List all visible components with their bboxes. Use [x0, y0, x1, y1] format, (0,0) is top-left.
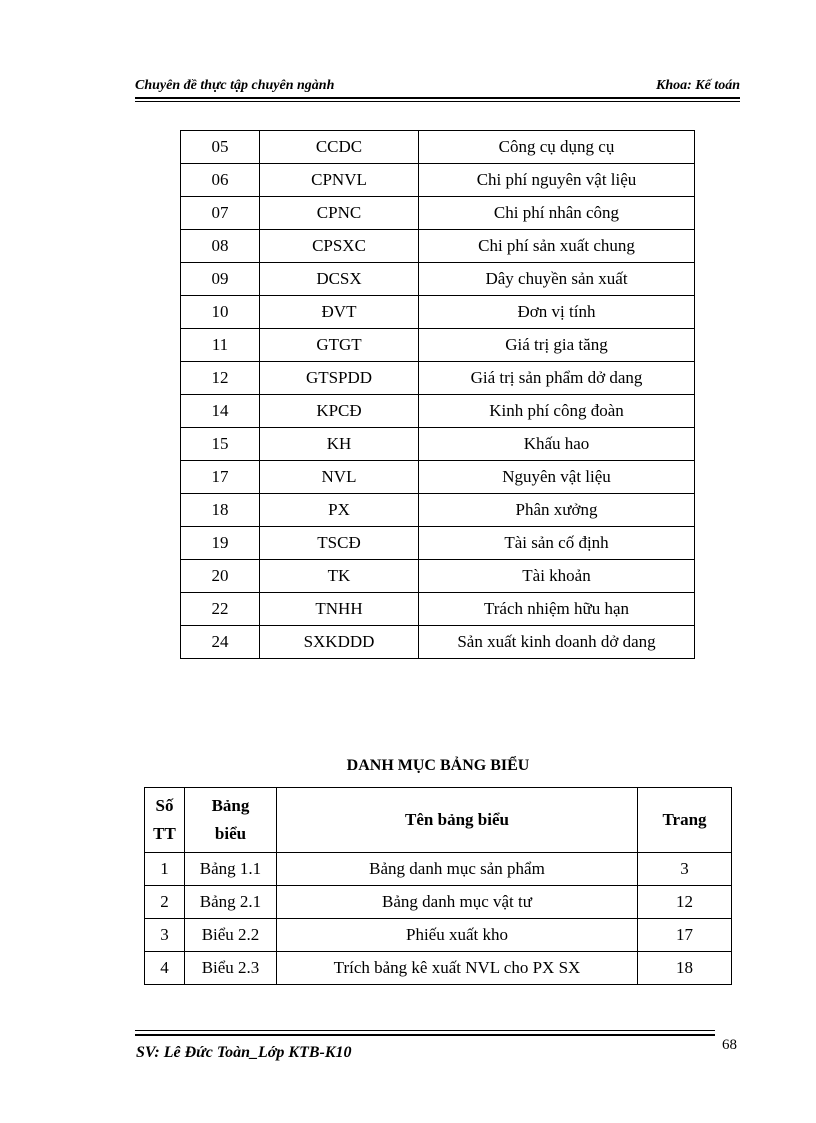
lot-no: 4 — [145, 952, 185, 985]
abbr-no: 11 — [181, 329, 260, 362]
abbr-code: NVL — [260, 461, 419, 494]
abbr-code: KH — [260, 428, 419, 461]
abbr-meaning: Khấu hao — [419, 428, 695, 461]
lot-table-id: Bảng 2.1 — [185, 886, 277, 919]
table-row — [181, 164, 695, 197]
lot-name: Bảng danh mục vật tư — [277, 886, 638, 919]
lot-name: Phiếu xuất kho — [277, 919, 638, 952]
abbr-code: CPSXC — [260, 230, 419, 263]
abbr-code: CPNVL — [260, 164, 419, 197]
abbr-no: 06 — [181, 164, 260, 197]
table-row — [145, 919, 732, 952]
abbr-code: DCSX — [260, 263, 419, 296]
header-left-title: Chuyên đề thực tập chuyên ngành — [135, 78, 335, 93]
abbr-meaning: Sản xuất kinh doanh dở dang — [419, 626, 695, 659]
abbr-meaning: Dây chuyền sản xuất — [419, 263, 695, 296]
lot-page: 3 — [638, 853, 732, 886]
footer-student: SV: Lê Đức Toàn_Lớp KTB-K10 — [136, 1044, 352, 1061]
list-of-tables — [144, 787, 732, 985]
table-row — [181, 527, 695, 560]
abbr-code: TK — [260, 560, 419, 593]
abbr-code: KPCĐ — [260, 395, 419, 428]
table-row — [181, 263, 695, 296]
header-rule — [135, 97, 740, 99]
table-row — [181, 329, 695, 362]
abbr-meaning: Giá trị sản phẩm dở dang — [419, 362, 695, 395]
abbr-code: GTGT — [260, 329, 419, 362]
abbr-meaning: Chi phí nhân công — [419, 197, 695, 230]
abbr-no: 18 — [181, 494, 260, 527]
abbr-meaning: Chi phí nguyên vật liệu — [419, 164, 695, 197]
abbr-no: 24 — [181, 626, 260, 659]
lot-no: 3 — [145, 919, 185, 952]
abbr-no: 19 — [181, 527, 260, 560]
lot-table-id: Biểu 2.2 — [185, 919, 277, 952]
lot-page: 12 — [638, 886, 732, 919]
abbr-code: CCDC — [260, 131, 419, 164]
table-row — [181, 428, 695, 461]
abbr-no: 08 — [181, 230, 260, 263]
header-table-line2: biểu — [214, 824, 247, 843]
lot-page: 18 — [638, 952, 732, 985]
abbr-no: 15 — [181, 428, 260, 461]
lot-no: 2 — [145, 886, 185, 919]
list-of-tables-title: DANH MỤC BẢNG BIỂU — [346, 757, 530, 774]
page-header — [135, 76, 740, 98]
table-row — [181, 593, 695, 626]
header-no-line1: Số — [155, 796, 174, 815]
abbr-no: 17 — [181, 461, 260, 494]
table-row — [181, 230, 695, 263]
abbr-code: GTSPDD — [260, 362, 419, 395]
abbr-meaning: Đơn vị tính — [419, 296, 695, 329]
header-no — [145, 788, 185, 853]
header-name: Tên bảng biểu — [277, 788, 638, 853]
abbr-no: 10 — [181, 296, 260, 329]
table-row — [181, 626, 695, 659]
header-table — [185, 788, 277, 853]
abbr-no: 09 — [181, 263, 260, 296]
header-rule — [135, 101, 740, 102]
table-row — [181, 461, 695, 494]
lot-table-id: Bảng 1.1 — [185, 853, 277, 886]
abbr-no: 14 — [181, 395, 260, 428]
table-row — [145, 853, 732, 886]
footer-rule — [135, 1034, 715, 1036]
abbr-code: PX — [260, 494, 419, 527]
page-number: 68 — [722, 1037, 737, 1053]
abbr-no: 20 — [181, 560, 260, 593]
abbr-code: CPNC — [260, 197, 419, 230]
table-row — [181, 395, 695, 428]
footer-rule — [135, 1030, 715, 1031]
abbr-meaning: Công cụ dụng cụ — [419, 131, 695, 164]
abbr-meaning: Kinh phí công đoàn — [419, 395, 695, 428]
lot-name: Trích bảng kê xuất NVL cho PX SX — [277, 952, 638, 985]
table-row — [181, 296, 695, 329]
abbr-no: 12 — [181, 362, 260, 395]
abbr-code: SXKDDD — [260, 626, 419, 659]
table-row — [181, 197, 695, 230]
header-page: Trang — [638, 788, 732, 853]
lot-name: Bảng danh mục sản phẩm — [277, 853, 638, 886]
table-row — [181, 362, 695, 395]
lot-page: 17 — [638, 919, 732, 952]
table-row — [145, 952, 732, 985]
abbr-meaning: Nguyên vật liệu — [419, 461, 695, 494]
abbr-meaning: Chi phí sản xuất chung — [419, 230, 695, 263]
abbr-meaning: Phân xưởng — [419, 494, 695, 527]
abbr-meaning: Giá trị gia tăng — [419, 329, 695, 362]
abbr-no: 07 — [181, 197, 260, 230]
lot-no: 1 — [145, 853, 185, 886]
header-table-line1: Bảng — [211, 796, 250, 815]
abbr-meaning: Tài khoản — [419, 560, 695, 593]
header-no-line2: TT — [153, 824, 176, 843]
header-right-title: Khoa: Kế toán — [655, 78, 740, 93]
table-row — [181, 494, 695, 527]
abbr-meaning: Trách nhiệm hữu hạn — [419, 593, 695, 626]
table-row — [181, 131, 695, 164]
table-row — [181, 560, 695, 593]
abbr-no: 22 — [181, 593, 260, 626]
abbr-code: TSCĐ — [260, 527, 419, 560]
abbr-code: ĐVT — [260, 296, 419, 329]
abbreviation-table — [180, 130, 695, 659]
lot-table-id: Biểu 2.3 — [185, 952, 277, 985]
table-header-row — [145, 788, 732, 853]
abbr-no: 05 — [181, 131, 260, 164]
abbr-meaning: Tài sản cố định — [419, 527, 695, 560]
table-row — [145, 886, 732, 919]
abbr-code: TNHH — [260, 593, 419, 626]
